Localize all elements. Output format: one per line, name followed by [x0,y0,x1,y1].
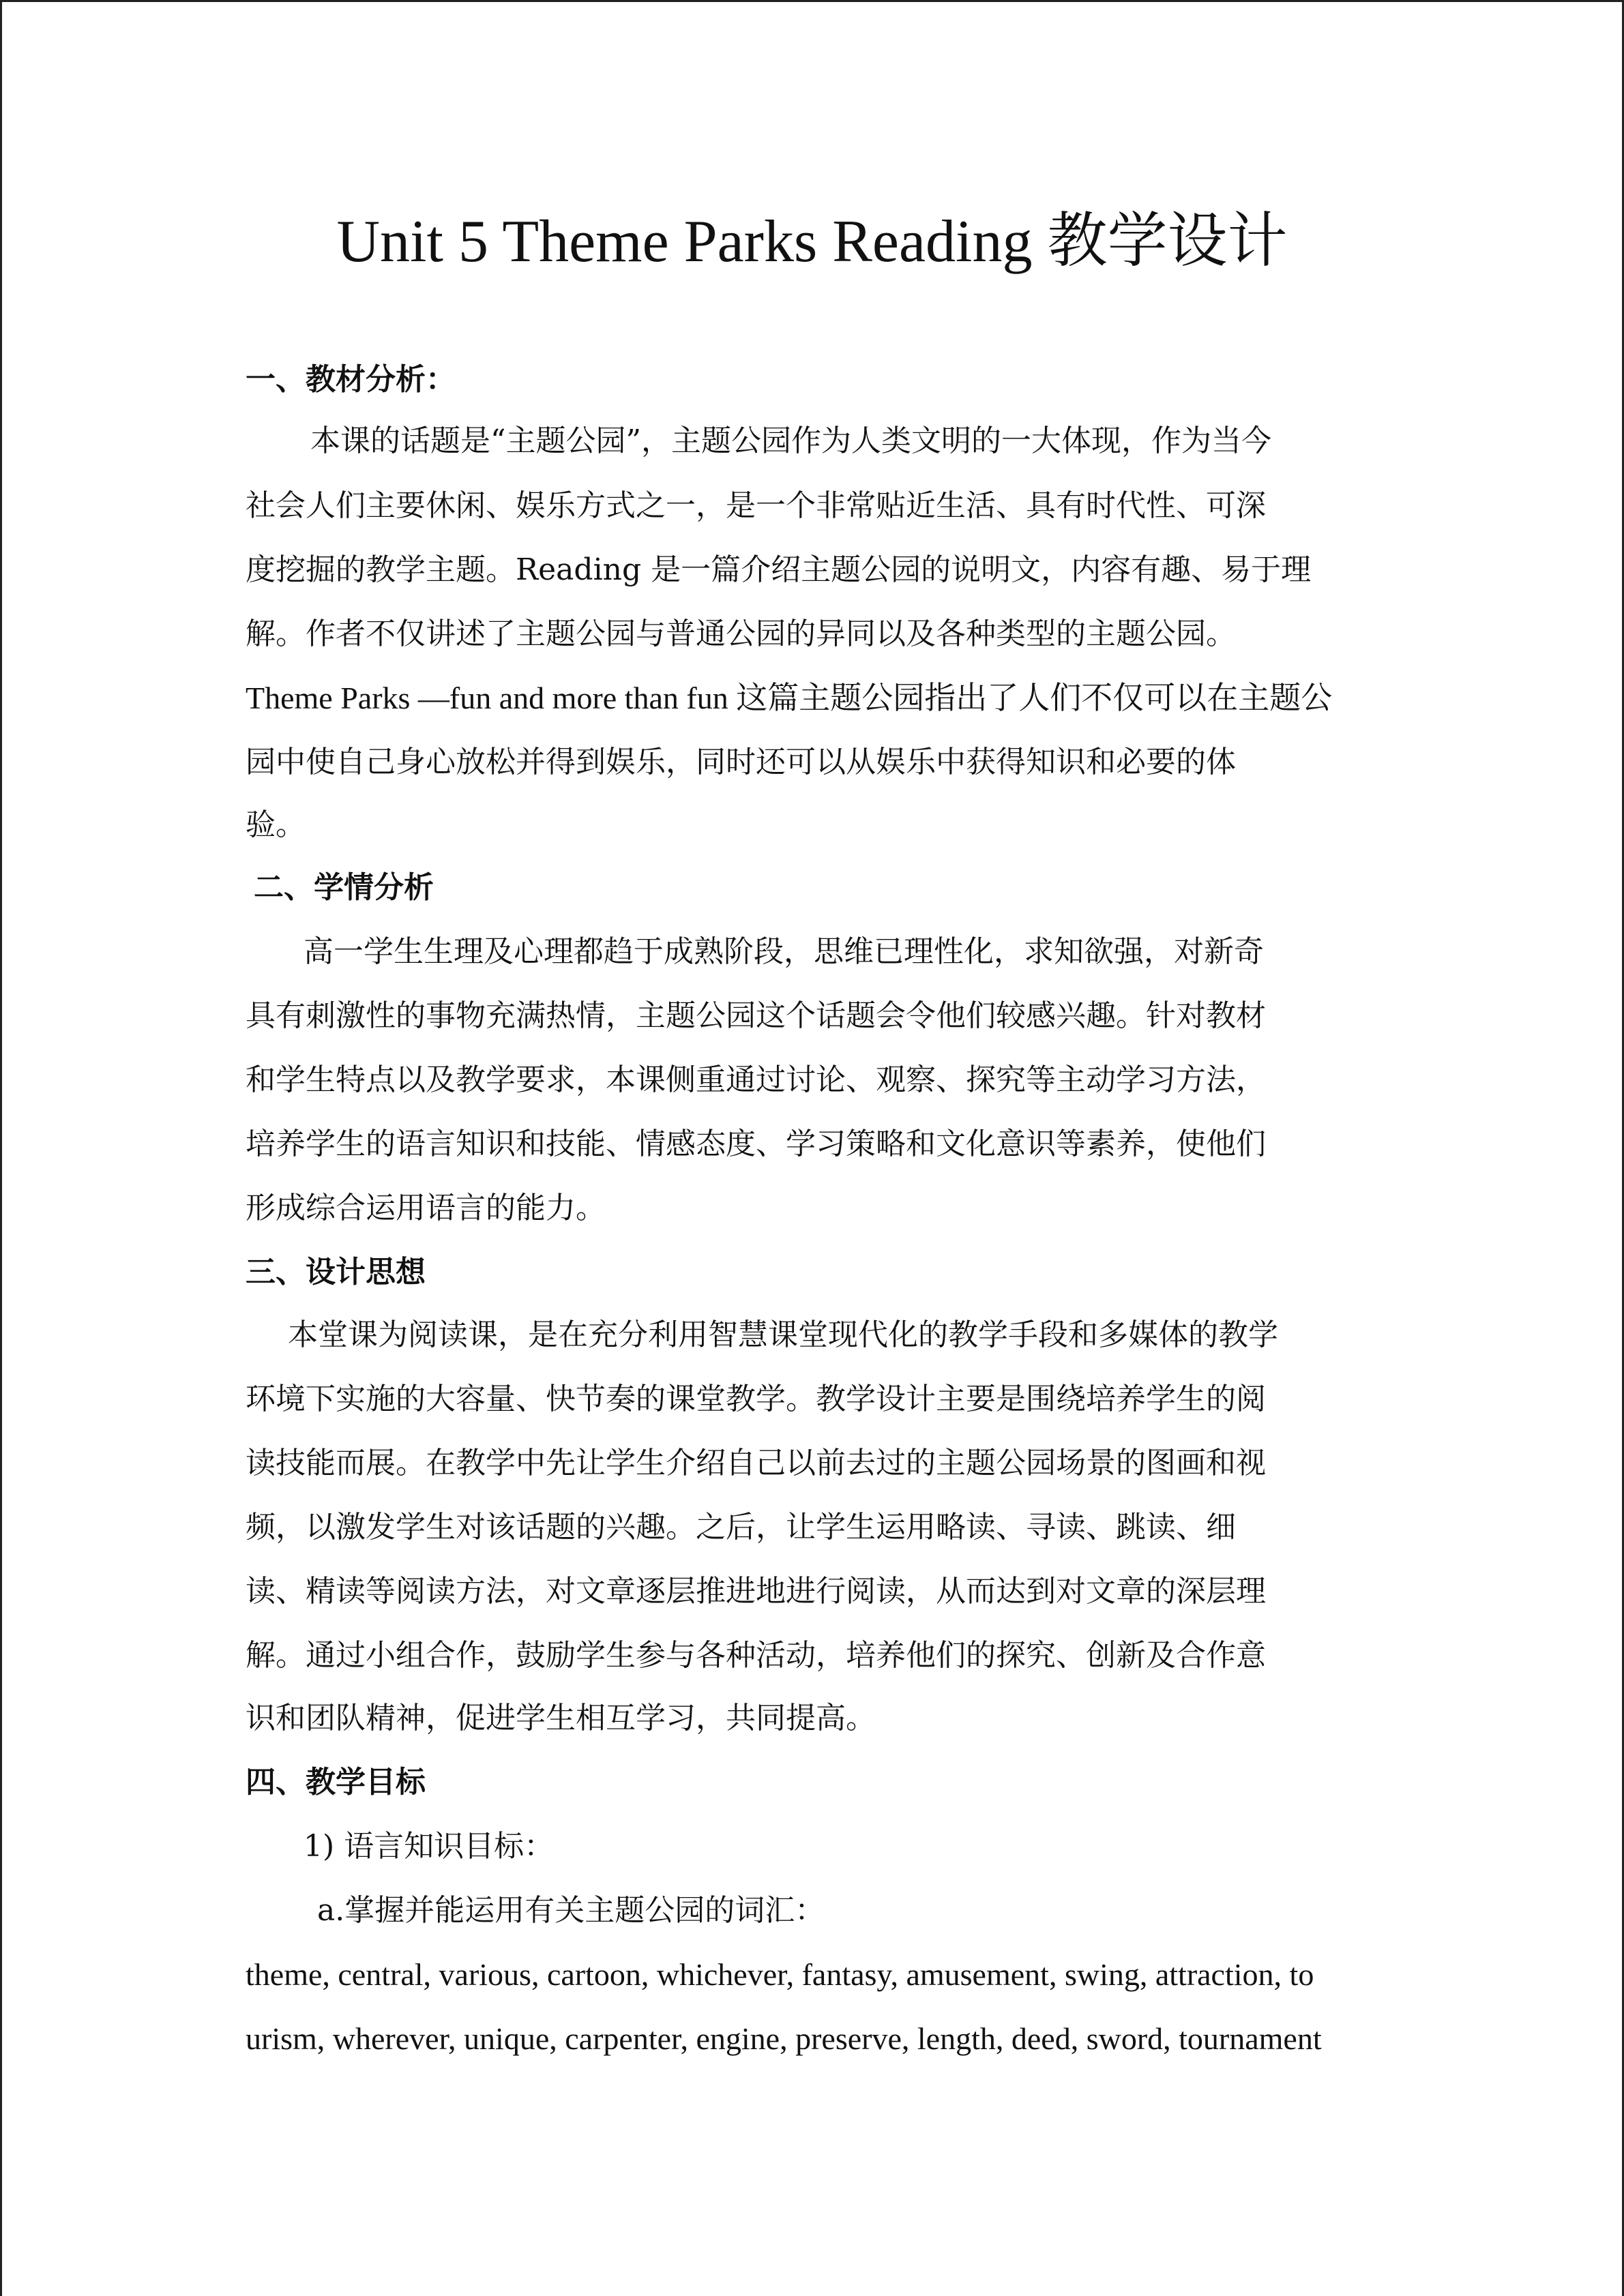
section-heading-4: 四、教学目标 [246,1765,426,1800]
paragraph-line: 读技能而展。在教学中先让学生介绍自己以前去过的主题公园场景的图画和视 [246,1446,1266,1480]
paragraph-line: 培养学生的语言知识和技能、情感态度、学习策略和文化意识等素养，使他们 [246,1127,1266,1161]
paragraph-line: 频，以激发学生对该话题的兴趣。之后，让学生运用略读、寻读、跳读、细 [246,1510,1236,1545]
section-heading-3: 三、设计思想 [246,1255,426,1289]
paragraph-line: 本堂课为阅读课，是在充分利用智慧课堂现代化的教学手段和多媒体的教学 [288,1317,1278,1352]
paragraph-line: 解。通过小组合作，鼓励学生参与各种活动，培养他们的探究、创新及合作意 [246,1638,1266,1673]
paragraph-line: 具有刺激性的事物充满热情，主题公园这个话题会令他们较感兴趣。针对教材 [246,998,1266,1033]
section-heading-2: 二、学情分析 [254,870,434,905]
objective-label: 1) 语言知识目标： [304,1829,555,1864]
paragraph-line: 解。作者不仅讲述了主题公园与普通公园的异同以及各种类型的主题公园。 [246,616,1236,651]
paragraph-line: 度挖掘的教学主题。Reading 是一篇介绍主题公园的说明文，内容有趣、易于理 [246,552,1312,587]
document-title: Unit 5 Theme Parks Reading 教学设计 [336,209,1288,275]
vocabulary-line: theme, central, various, cartoon, whichever, fantasy, amusement, swing, attraction, to [246,1957,1314,1992]
paragraph-line: 和学生特点以及教学要求，本课侧重通过讨论、观察、探究等主动学习方法， [246,1062,1266,1097]
paragraph-line: 高一学生生理及心理都趋于成熟阶段，思维已理性化，求知欲强，对新奇 [304,934,1264,969]
paragraph-line: 形成综合运用语言的能力。 [246,1191,606,1225]
paragraph-line: 园中使自己身心放松并得到娱乐，同时还可以从娱乐中获得知识和必要的体 [246,745,1236,779]
paragraph-line: 社会人们主要休闲、娱乐方式之一，是一个非常贴近生活、具有时代性、可深 [246,488,1266,523]
paragraph-line: 读、精读等阅读方法，对文章逐层推进地进行阅读，从而达到对文章的深层理 [246,1574,1266,1609]
paragraph-line: 验。 [246,807,306,842]
section-heading-1: 一、教材分析： [246,362,456,397]
vocabulary-line: urism, wherever, unique, carpenter, engine, preserve, length, deed, sword, tournament [246,2021,1322,2056]
paragraph-line: 环境下实施的大容量、快节奏的课堂教学。教学设计主要是围绕培养学生的阅 [246,1382,1266,1416]
objective-sublabel: a.掌握并能运用有关主题公园的词汇： [317,1893,825,1928]
paragraph-line: 识和团队精神，促进学生相互学习，共同提高。 [246,1701,876,1735]
paragraph-line: 本课的话题是“主题公园”，主题公园作为人类文明的一大体现，作为当今 [310,423,1271,458]
paragraph-line: Theme Parks —fun and more than fun 这篇主题公园指出了人们不仅可以在主题公 [246,681,1333,715]
